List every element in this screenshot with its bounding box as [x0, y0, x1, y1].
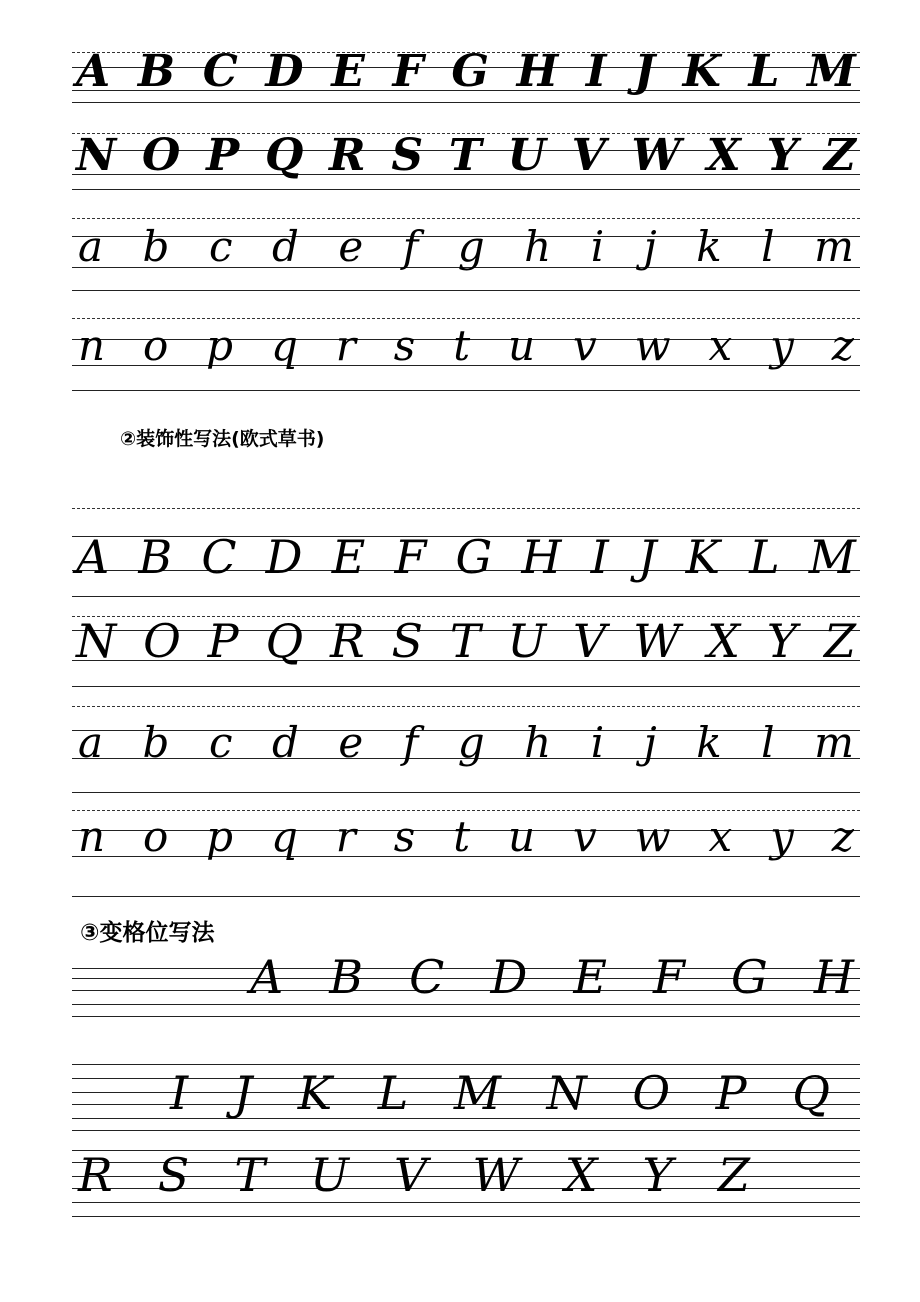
letter-row — [72, 812, 860, 861]
letter-glyph: Q — [264, 130, 304, 181]
letter-glyph: a — [78, 718, 104, 767]
letter-glyph: I — [170, 1066, 189, 1120]
letter-glyph: n — [78, 812, 106, 861]
letter-row — [72, 1148, 860, 1202]
section2-staff-4 — [72, 810, 860, 896]
letter-glyph: C — [409, 950, 445, 1004]
letter-glyph: e — [338, 718, 364, 767]
letter-glyph: A — [76, 46, 111, 97]
letter-glyph: X — [564, 1148, 598, 1202]
letter-glyph: T — [234, 1148, 266, 1202]
section3-heading: ③变格位写法 — [80, 920, 215, 946]
letter-glyph: r — [335, 812, 356, 861]
letter-glyph: n — [78, 321, 106, 370]
letter-glyph: m — [814, 222, 854, 271]
letter-glyph: D — [490, 950, 528, 1004]
letter-glyph: P — [206, 130, 240, 181]
letter-row — [72, 718, 860, 767]
letter-glyph: B — [137, 46, 176, 97]
letter-glyph: c — [208, 222, 233, 271]
letter-glyph: W — [631, 130, 681, 181]
letter-glyph: h — [524, 718, 552, 767]
letter-glyph: l — [761, 718, 775, 767]
letter-glyph: z — [831, 321, 854, 370]
letter-glyph: A — [76, 530, 110, 584]
letter-glyph: E — [331, 530, 366, 584]
letter-glyph: Z — [823, 130, 856, 181]
letter-glyph: s — [393, 321, 416, 370]
section1-staff-4 — [72, 318, 860, 390]
letter-glyph: v — [572, 321, 597, 370]
letter-glyph: k — [696, 718, 722, 767]
section2-staff-1 — [72, 508, 860, 596]
letter-glyph: G — [455, 530, 493, 584]
letter-glyph: K — [682, 46, 721, 97]
letter-glyph: q — [270, 812, 298, 861]
letter-glyph: D — [265, 530, 303, 584]
letter-glyph: g — [457, 222, 485, 271]
letter-glyph: h — [524, 222, 552, 271]
letter-glyph: H — [813, 950, 854, 1004]
letter-glyph: J — [233, 1066, 253, 1120]
letter-glyph: U — [310, 1148, 349, 1202]
section3-staff-3 — [72, 1150, 860, 1216]
letter-glyph: T — [448, 130, 482, 181]
letter-glyph: V — [394, 1148, 428, 1202]
letter-glyph: U — [507, 130, 546, 181]
letter-glyph: a — [78, 222, 104, 271]
letter-row — [72, 1066, 860, 1120]
letter-glyph: A — [250, 950, 284, 1004]
letter-glyph: F — [394, 530, 427, 584]
letter-glyph: C — [201, 530, 237, 584]
letter-glyph: C — [202, 46, 238, 97]
letter-glyph: m — [814, 718, 854, 767]
letter-glyph: J — [634, 46, 655, 97]
letter-row — [72, 222, 860, 271]
letter-glyph: c — [208, 718, 233, 767]
letter-glyph: Z — [718, 1148, 750, 1202]
letter-glyph: Y — [642, 1148, 673, 1202]
letter-glyph: i — [590, 222, 605, 271]
letter-glyph: t — [453, 812, 471, 861]
letter-glyph: e — [338, 222, 364, 271]
letter-glyph: V — [573, 614, 607, 668]
section1-staff-1 — [72, 46, 860, 102]
letter-glyph: D — [265, 46, 304, 97]
letter-row — [72, 530, 860, 584]
letter-glyph: x — [708, 812, 733, 861]
letter-glyph: F — [392, 46, 424, 97]
letter-glyph: S — [391, 130, 424, 181]
letter-glyph: T — [449, 614, 481, 668]
letter-glyph: O — [143, 614, 181, 668]
letter-glyph: s — [393, 812, 416, 861]
letter-row — [72, 46, 860, 97]
letter-glyph: Y — [766, 614, 798, 668]
letter-glyph: G — [731, 950, 768, 1004]
letter-glyph: I — [585, 46, 607, 97]
letter-row — [72, 130, 860, 181]
letter-glyph: z — [831, 812, 854, 861]
letter-glyph: S — [391, 614, 424, 668]
letter-glyph: F — [653, 950, 685, 1004]
letter-glyph: N — [76, 130, 117, 181]
letter-glyph: M — [808, 530, 856, 584]
letter-glyph: v — [572, 812, 597, 861]
letter-glyph: E — [331, 46, 365, 97]
letter-glyph: o — [142, 812, 169, 861]
letter-glyph: d — [271, 718, 299, 767]
letter-glyph: g — [457, 718, 485, 767]
letter-glyph: M — [807, 46, 856, 97]
letter-glyph: k — [696, 222, 722, 271]
letter-glyph: f — [402, 718, 419, 767]
letter-glyph: b — [142, 222, 170, 271]
letter-glyph: O — [141, 130, 181, 181]
letter-glyph: R — [330, 614, 365, 668]
letter-glyph: I — [590, 530, 609, 584]
letter-glyph: i — [590, 718, 605, 767]
letter-glyph: R — [329, 130, 366, 181]
section1-staff-3 — [72, 218, 860, 290]
letter-glyph: K — [297, 1066, 333, 1120]
letter-glyph: Z — [824, 614, 856, 668]
letter-glyph: W — [472, 1148, 520, 1202]
letter-glyph: L — [748, 46, 780, 97]
letter-row — [72, 614, 860, 668]
letter-glyph: x — [708, 321, 733, 370]
section2-staff-2 — [72, 616, 860, 686]
letter-glyph: d — [271, 222, 299, 271]
letter-glyph: M — [453, 1066, 501, 1120]
letter-glyph: O — [632, 1066, 671, 1120]
letter-glyph: Q — [265, 614, 304, 668]
letter-glyph: Q — [792, 1066, 830, 1120]
letter-glyph: K — [685, 530, 720, 584]
letter-glyph: u — [508, 321, 536, 370]
letter-glyph: N — [546, 1066, 587, 1120]
letter-glyph: L — [377, 1066, 409, 1120]
letter-row — [72, 950, 860, 1004]
letter-glyph: N — [76, 614, 117, 668]
letter-glyph: P — [207, 614, 239, 668]
letter-glyph: w — [634, 321, 671, 370]
letter-glyph: B — [329, 950, 364, 1004]
letter-glyph: J — [637, 530, 657, 584]
letter-glyph: U — [507, 614, 547, 668]
letter-glyph: H — [521, 530, 562, 584]
letter-glyph: L — [749, 530, 780, 584]
letter-glyph: o — [142, 321, 169, 370]
section2-staff-3 — [72, 706, 860, 792]
letter-glyph: j — [643, 718, 657, 767]
letter-glyph: p — [206, 321, 234, 370]
letter-glyph: j — [643, 222, 657, 271]
section3-staff-2 — [72, 1064, 860, 1130]
letter-glyph: p — [206, 812, 234, 861]
letter-glyph: P — [715, 1066, 747, 1120]
letter-glyph: u — [508, 812, 536, 861]
letter-glyph: S — [157, 1148, 190, 1202]
letter-glyph: w — [634, 812, 671, 861]
letter-glyph: q — [270, 321, 298, 370]
letter-glyph: r — [335, 321, 356, 370]
section2-heading: ②装饰性写法(欧式草书) — [120, 428, 325, 450]
letter-glyph: G — [451, 46, 489, 97]
letter-glyph: t — [453, 321, 471, 370]
letter-glyph: y — [770, 321, 794, 370]
letter-glyph: B — [138, 530, 173, 584]
letter-glyph: H — [516, 46, 559, 97]
letter-glyph: y — [770, 812, 794, 861]
section1-staff-2 — [72, 130, 860, 189]
letter-glyph: X — [707, 614, 740, 668]
letter-glyph: R — [78, 1148, 113, 1202]
section3-staff-1 — [72, 950, 860, 1016]
letter-glyph: X — [706, 130, 741, 181]
letter-glyph: b — [142, 718, 170, 767]
letter-glyph: E — [573, 950, 607, 1004]
letter-glyph: W — [633, 614, 681, 668]
letter-glyph: f — [402, 222, 419, 271]
letter-glyph: l — [761, 222, 775, 271]
letter-glyph: V — [571, 130, 606, 181]
letter-row — [72, 321, 860, 370]
letter-glyph: Y — [766, 130, 798, 181]
